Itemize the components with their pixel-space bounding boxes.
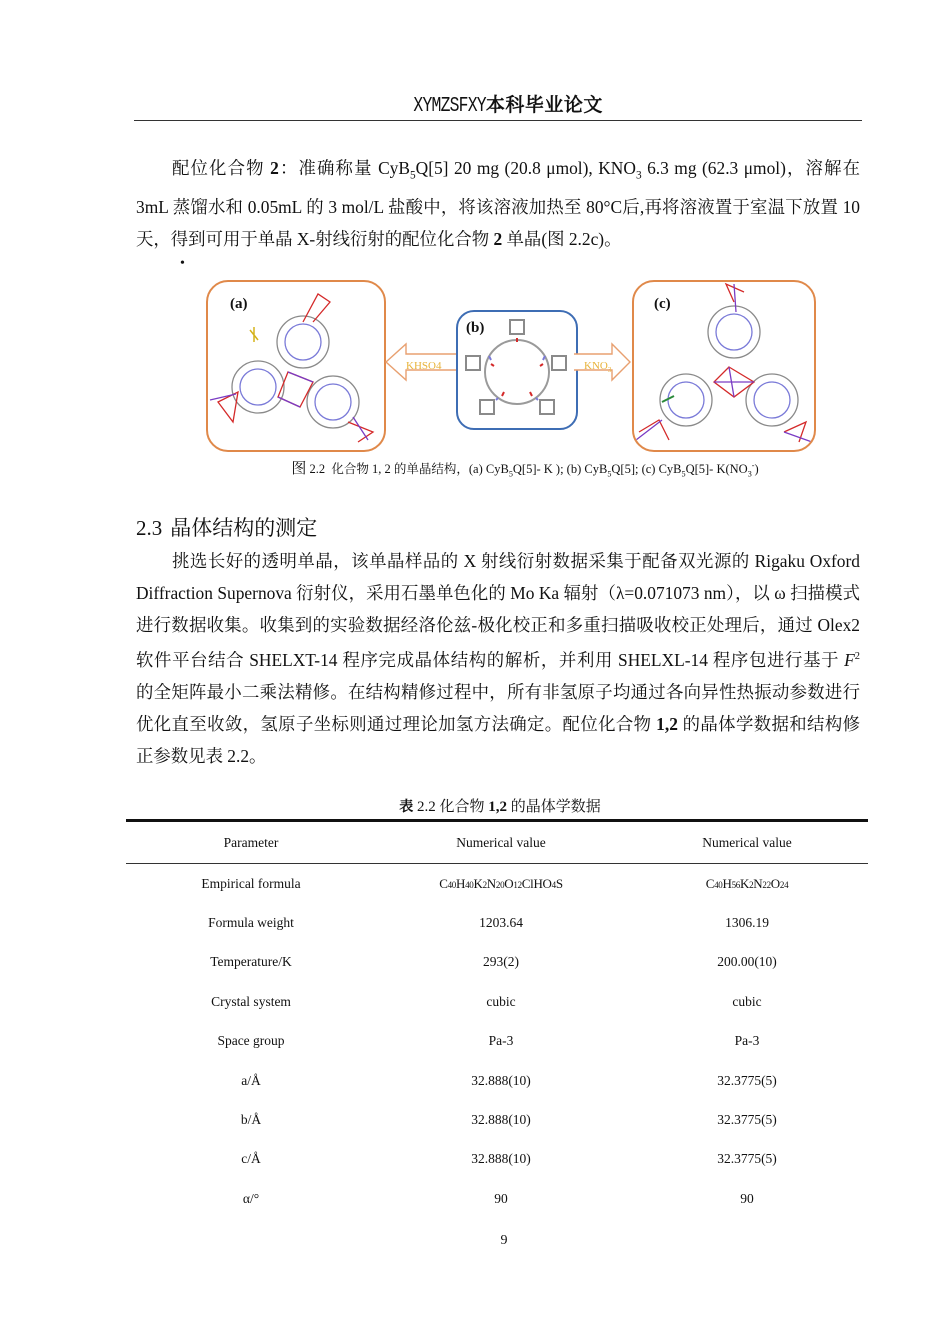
header-rule	[134, 120, 862, 121]
panel-c-label: (c)	[654, 296, 671, 312]
cell-value-2: cubic	[732, 993, 762, 1009]
panel-a-label: (a)	[230, 296, 248, 312]
cell-value-1: 1203.64	[479, 915, 523, 931]
text: 6.3 mg (62.3 μmol)，溶解在 3mL 蒸馏水和 0.05mL 的 3 mol/L 盐酸中，将该溶液加热至 80°C后,再将溶液置于室温下放置 10 天，得到可用于单晶 X-射线衍射的配位化合物	[136, 158, 860, 250]
section-number: 2.3	[136, 516, 163, 540]
table-row	[126, 1022, 868, 1061]
cell-value-1: 293(2)	[483, 954, 519, 970]
table-row	[126, 1179, 868, 1218]
section-title: 晶体结构的测定	[170, 516, 318, 540]
figure-crystal-structures	[206, 280, 814, 452]
crystal-data-table	[126, 819, 868, 1219]
panel-b-label: (b)	[466, 320, 485, 336]
page-number: 9	[500, 1233, 508, 1248]
cell-value-1: cubic	[486, 993, 516, 1009]
cell-formula-2: C40H56K2N22O24	[705, 875, 789, 891]
column-header-parameter: Parameter	[126, 821, 376, 864]
subscript: 3	[635, 169, 642, 182]
text: 挑选长好的透明单晶，该单晶样品的 X 射线衍射数据采集于配备双光源的 Rigaku Oxford Diffraction Supernova 衍射仪，采用石墨单色化的 Mo Ka 辐射（λ=0.071073 nm），以 ω 扫描模式进行数据收集。收集到的实验数据经洛伦兹-极化校正和多重扫描吸收校正处理后，通过 Olex2 软件平台结合 SHELXT-14 程序完成晶体结构的解析，并利用 SHELXL-14 程序包进行基于	[136, 551, 860, 670]
compound-numbers: 1,2	[656, 713, 678, 734]
bullet-marker: •	[180, 256, 185, 271]
table-caption-compounds: 1,2	[488, 799, 507, 815]
superscript: -	[751, 460, 755, 470]
table-caption-text: 的晶体学数据	[507, 799, 601, 815]
panel-a	[206, 280, 386, 452]
cell-value-2: 90	[740, 1190, 754, 1206]
compound-number: 2	[270, 158, 279, 178]
subscript: 3	[747, 469, 752, 479]
compound-number: 2	[493, 229, 503, 250]
text: ：准确称量 CyB	[278, 158, 410, 178]
subscript: 5	[681, 469, 686, 479]
molecule-structure-b-image	[458, 312, 576, 428]
cell-value-1: 90	[494, 1190, 508, 1206]
table-caption-prefix: 表	[399, 799, 414, 815]
table-row	[126, 1100, 868, 1139]
caption-text: Q[5]; (c) CyB	[611, 462, 682, 476]
paragraph-crystal-determination	[136, 545, 860, 772]
reagent-label-khso4: KHSO4	[406, 360, 442, 372]
cell-parameter: Formula weight	[208, 915, 294, 931]
text: 的全矩阵最小二乘法精修。在结构精修过程中，所有非氢原子均通过各向异性热振动参数进行优化直至收敛，氢原子坐标则通过理论加氢方法确定。配位化合物	[136, 681, 860, 734]
panel-b	[456, 310, 578, 430]
cell-parameter: c/Å	[241, 1151, 261, 1167]
cell-parameter: Empirical formula	[201, 875, 301, 891]
text: 单晶(图 2.2c)。	[502, 229, 622, 250]
caption-text: Q[5]- K(NO	[685, 462, 748, 476]
reagent-label-kno3: $KNO_3$	[584, 360, 612, 375]
cell-parameter: α/°	[242, 1190, 260, 1206]
subscript: 5	[508, 469, 513, 479]
cell-value-2: Pa-3	[734, 1033, 760, 1049]
panel-c	[632, 280, 816, 452]
column-header-value-2: Numerical value	[626, 821, 868, 864]
cell-parameter: Space group	[217, 1033, 285, 1049]
table-caption-number: 2.2	[416, 799, 436, 815]
figure-caption	[0, 457, 950, 479]
molecule-structure-c-image	[634, 282, 814, 450]
running-header	[0, 90, 950, 118]
superscript: 2	[854, 651, 860, 662]
paragraph-compound-2-synthesis	[136, 152, 860, 255]
symbol-f: F	[844, 649, 855, 670]
table-row	[126, 903, 868, 942]
caption-text: )	[754, 462, 759, 476]
table-row	[126, 943, 868, 982]
cell-value-1: 32.888(10)	[471, 1151, 531, 1167]
cell-parameter: Crystal system	[211, 993, 291, 1009]
table-row	[126, 1140, 868, 1179]
header-title-latin: XYMZSFXY	[413, 95, 486, 118]
table-row	[126, 982, 868, 1021]
cell-value-1: 32.888(10)	[471, 1072, 531, 1088]
column-header-value-1: Numerical value	[376, 821, 626, 864]
text: 的晶体学数据和结构修正参数见表 2.2。	[136, 713, 860, 766]
cell-value-2: 1306.19	[725, 915, 769, 931]
cell-value-2: 32.3775(5)	[717, 1112, 777, 1128]
subscript: 5	[607, 469, 612, 479]
caption-number: 2.2	[309, 462, 326, 476]
cell-parameter: b/Å	[240, 1112, 262, 1128]
cell-value-2: 200.00(10)	[717, 954, 777, 970]
section-heading	[136, 512, 317, 542]
cell-value-1: 32.888(10)	[471, 1112, 531, 1128]
table-header-row	[126, 821, 868, 864]
cell-value-2: 32.3775(5)	[717, 1072, 777, 1088]
header-title-cjk: 本科毕业论文	[485, 94, 603, 116]
cell-parameter: Temperature/K	[210, 954, 292, 970]
table-caption	[0, 795, 950, 816]
subscript: 5	[409, 169, 416, 182]
cell-formula-1: C40H40K2N20O12ClHO4S	[439, 875, 563, 891]
caption-text: Q[5]- K ); (b) CyB	[512, 462, 608, 476]
caption-text: 化合物 1, 2 的单晶结构，(a) CyB	[331, 462, 509, 476]
table-row	[126, 1061, 868, 1100]
cell-value-2: 32.3775(5)	[717, 1151, 777, 1167]
text: 配位化合物	[172, 158, 271, 178]
table-caption-text: 化合物	[435, 799, 489, 815]
molecule-structure-a-image	[208, 282, 384, 450]
caption-prefix: 图	[291, 461, 307, 477]
table-row	[126, 864, 868, 904]
cell-value-1: Pa-3	[488, 1033, 514, 1049]
cell-parameter: a/Å	[241, 1072, 261, 1088]
text: Q[5] 20 mg (20.8 μmol), KNO	[415, 158, 636, 178]
